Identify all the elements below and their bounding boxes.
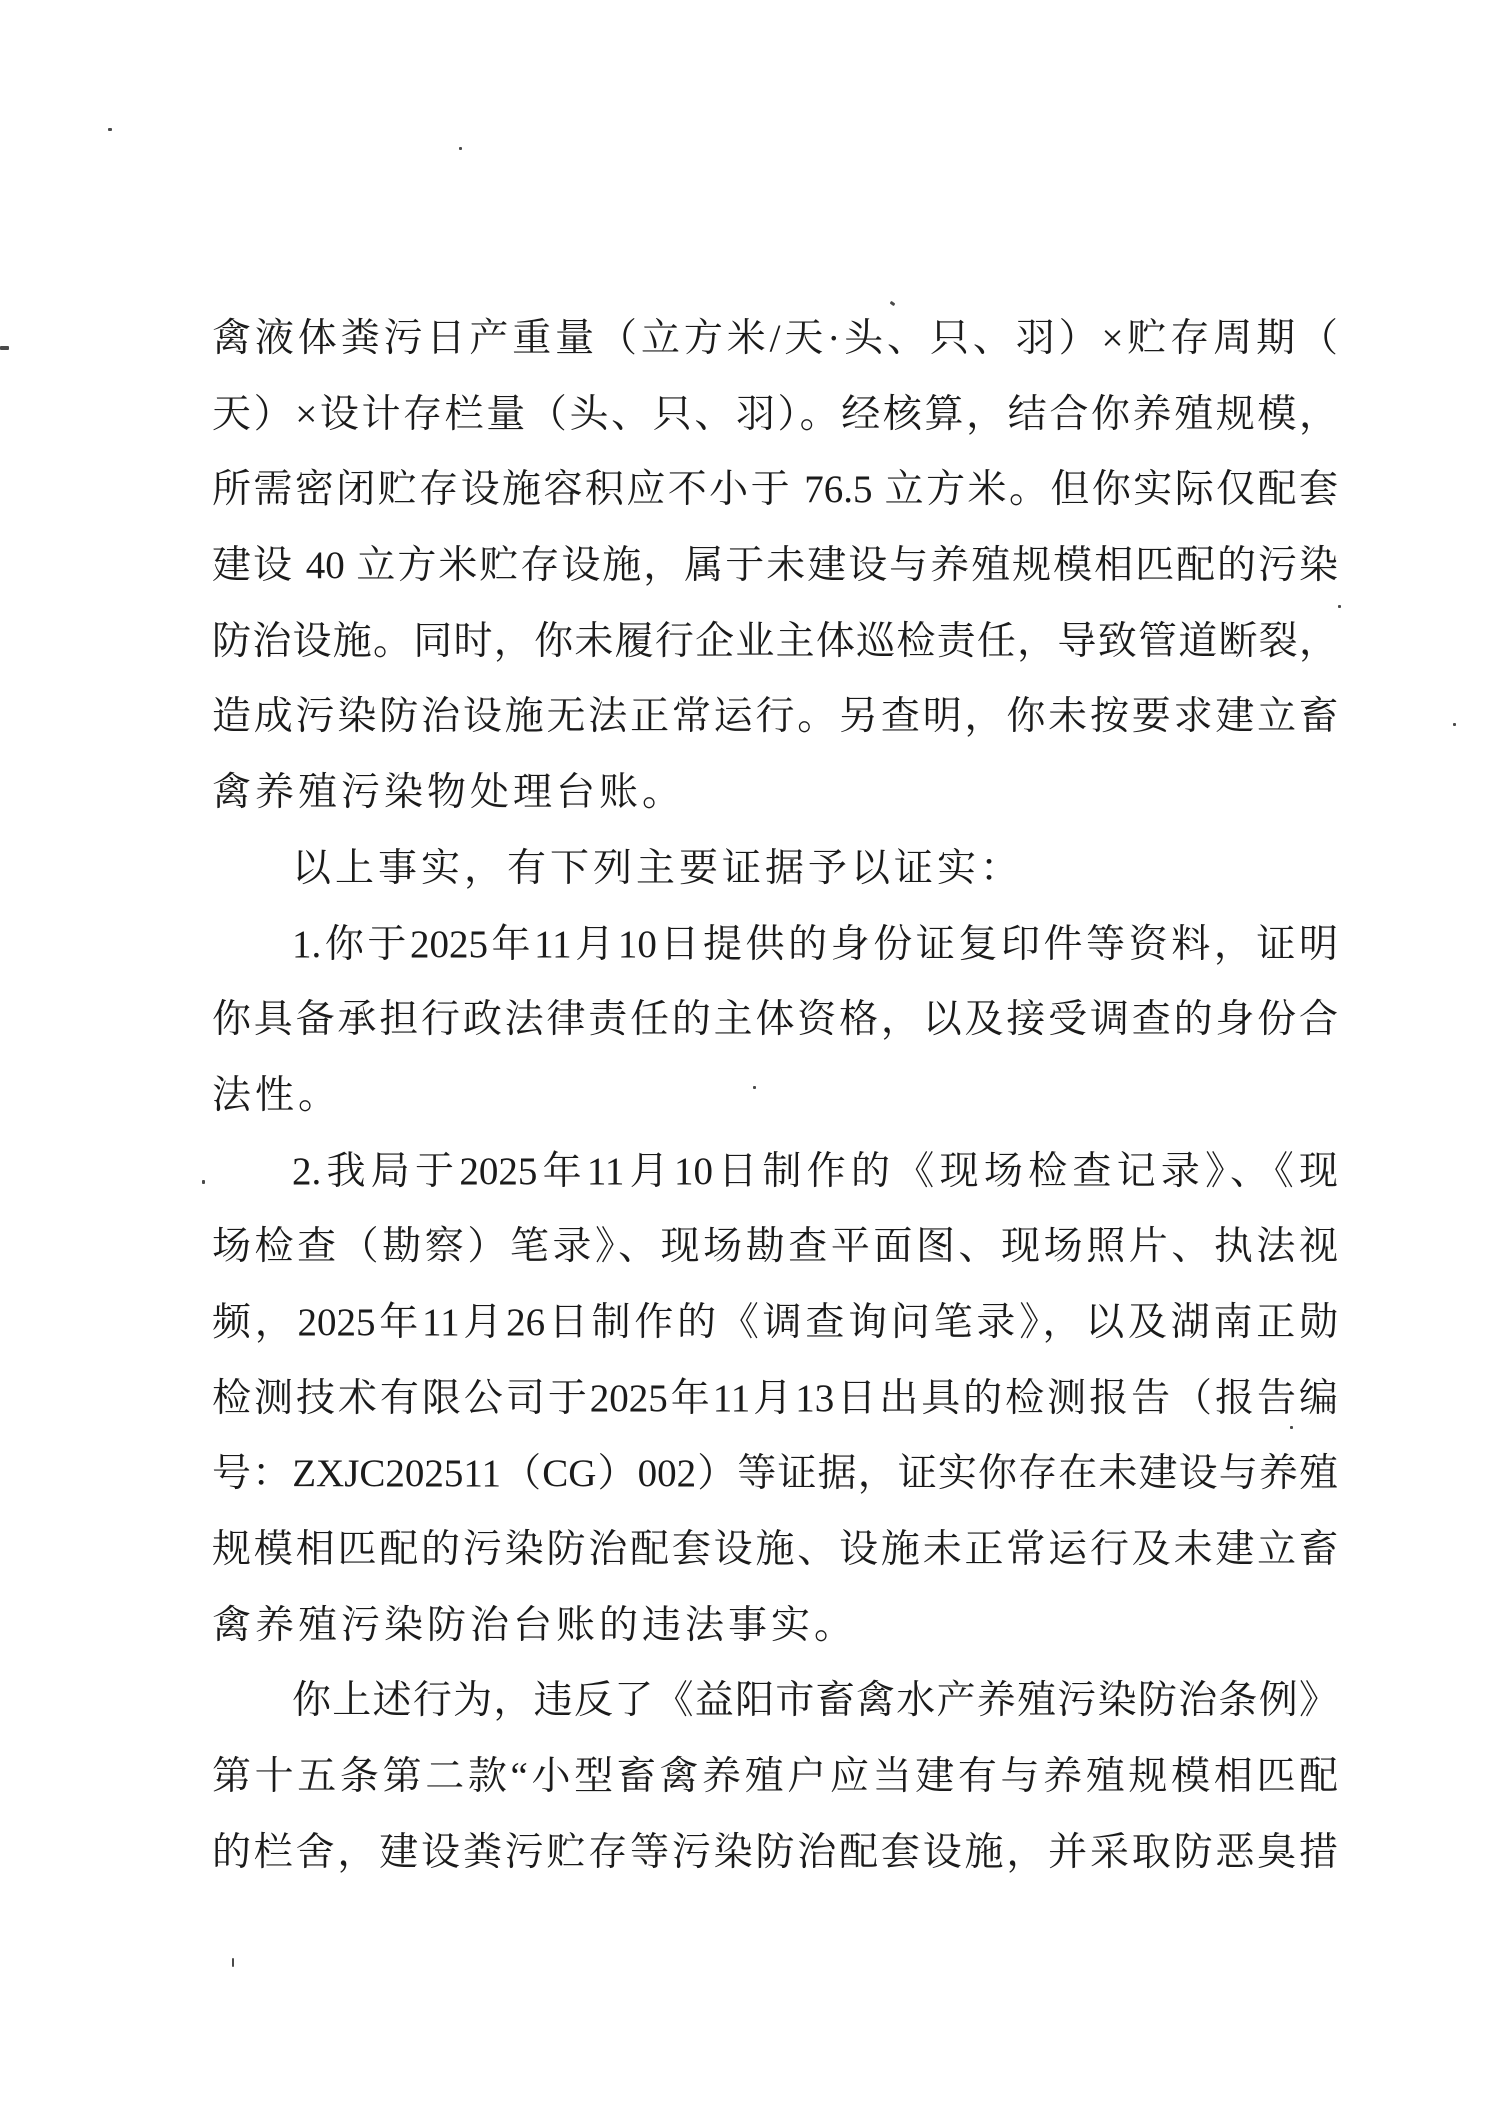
text-line: 法性。 <box>212 1073 342 1117</box>
text-line: 2.我局于2025年11月10日制作的《现场检查记录》、《现 <box>292 1149 1338 1193</box>
text-line: 的栏舍，建设粪污贮存等污染防治配套设施，并采取防恶臭措 <box>212 1830 1338 1874</box>
scan-speck <box>1338 605 1341 608</box>
text-line: 建设 40 立方米贮存设施，属于未建设与养殖规模相匹配的污染 <box>212 544 1338 588</box>
scan-speck <box>108 128 112 131</box>
text-line: 防治设施。同时，你未履行企业主体巡检责任，导致管道断裂， <box>212 619 1338 663</box>
text-line: 检测技术有限公司于2025年11月13日出具的检测报告（报告编 <box>212 1376 1338 1420</box>
document-text <box>212 301 1338 1890</box>
scan-speck <box>202 1180 205 1184</box>
scan-speck <box>0 346 9 350</box>
text-line: 频，2025年11月26日制作的《调查询问笔录》，以及湖南正勋 <box>212 1300 1338 1344</box>
text-line: 规模相匹配的污染防治配套设施、设施未正常运行及未建立畜 <box>212 1528 1338 1571</box>
text-line: 第十五条第二款“小型畜禽养殖户应当建有与养殖规模相匹配 <box>212 1755 1338 1799</box>
text-line: 禽养殖污染防治台账的违法事实。 <box>212 1603 858 1647</box>
text-line: 以上事实，有下列主要证据予以证实： <box>292 846 1024 890</box>
text-line: 1.你于2025年11月10日提供的身份证复印件等资料，证明 <box>292 922 1338 966</box>
text-line: 号：ZXJC202511（CG）002）等证据，证实你存在未建设与养殖 <box>212 1452 1338 1496</box>
text-line: 禽液体粪污日产重量（立方米/天·头、只、羽）×贮存周期（ <box>212 317 1338 360</box>
text-line: 你上述行为，违反了《益阳市畜禽水产养殖污染防治条例》 <box>292 1679 1338 1723</box>
text-line: 禽养殖污染物处理台账。 <box>212 771 686 815</box>
text-line: 你具备承担行政法律责任的主体资格，以及接受调查的身份合 <box>212 998 1338 1042</box>
scan-speck <box>1453 723 1456 726</box>
scan-speck <box>753 1086 756 1089</box>
scan-speck <box>1290 1426 1293 1429</box>
scan-speck <box>459 147 462 150</box>
scan-speck <box>232 1958 234 1967</box>
text-line: 造成污染防治设施无法正常运行。另查明，你未按要求建立畜 <box>212 695 1338 739</box>
text-line: 场检查（勘察）笔录》、现场勘查平面图、现场照片、执法视 <box>212 1225 1338 1269</box>
text-line: 天）×设计存栏量（头、只、羽）。经核算，结合你养殖规模， <box>212 392 1338 436</box>
text-line: 所需密闭贮存设施容积应不小于 76.5 立方米。但你实际仅配套 <box>212 468 1338 512</box>
